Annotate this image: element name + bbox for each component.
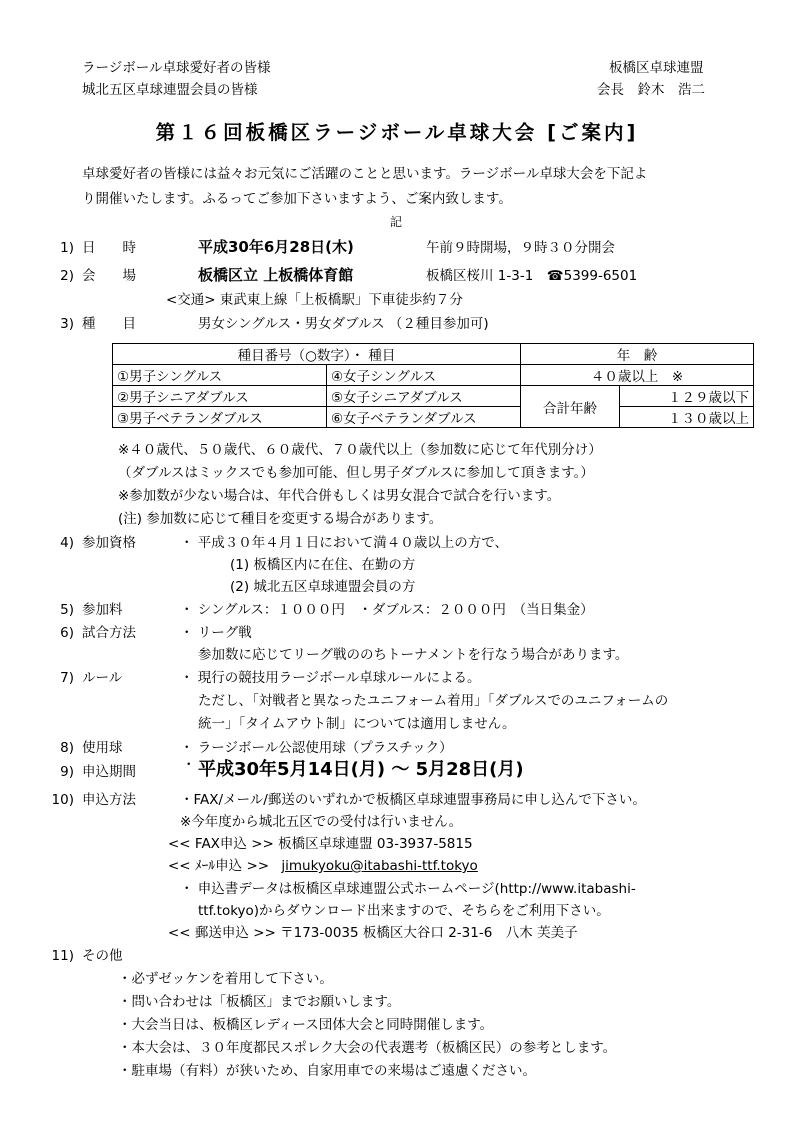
sender-person: 会長 鈴木 浩二 [597, 82, 705, 98]
email-link[interactable]: jimukyoku@itabashi-ttf.tokyo [281, 858, 478, 874]
date-label: 日 時 [82, 240, 136, 256]
item-number: 8) [60, 740, 74, 756]
method-line-2: ※今年度から城北五区での受付は行いません。 [180, 814, 463, 830]
period-value: 平成30年5月14日(月) ～ 5月28日(月) [198, 759, 524, 780]
fee-label: 参加料 [82, 602, 123, 618]
eligibility-label: 参加資格 [82, 535, 136, 551]
table-header-event: 種目番号（○数字）・ 種目 [113, 344, 521, 365]
page-title: 第１６回板橋区ラージボール卓球大会 [ご案内] [155, 121, 639, 144]
method-post: << 郵送申込 >> 〒173-0035 板橋区大谷口 2-31-6 八木 芙美子 [168, 925, 578, 941]
format-line-1: ・ リーグ戦 [180, 625, 252, 641]
rules-line-2: ただし、「対戦者と異なったユニフォーム着用」「ダブルスでのユニフォームの [198, 693, 669, 709]
venue-detail: 板橋区桜川 1-3-1 ☎5399-6501 [426, 268, 638, 284]
rules-line-3: 統一」「タイムアウト制」については適用しません。 [198, 716, 516, 732]
rules-label: ルール [82, 670, 123, 686]
note-line: (注) 参加数に応じて種目を変更する場合があります。 [118, 511, 443, 527]
date-value: 平成30年6月28日(木) [198, 238, 354, 256]
events-value: 男女シングルス・男女ダブルス （２種目参加可) [198, 316, 489, 332]
method-line-1: ・FAX/メール/郵送のいずれかで板橋区卓球連盟事務局に申し込んで下さい。 [180, 792, 646, 808]
eligibility-line-2: (1) 板橋区内に在住、在勤の方 [230, 557, 416, 573]
recipient-line-1: ラージボール卓球愛好者の皆様 [82, 60, 271, 76]
eligibility-line-1: ・ 平成３０年４月１日において満４０歳以上の方で、 [180, 535, 509, 551]
period-bullet: ・ [182, 757, 196, 773]
item-number: 9) [60, 764, 74, 780]
method-label: 申込方法 [82, 792, 136, 808]
intro-line-1: 卓球愛好者の皆様には益々お元気にご活躍のことと思います。ラージボール卓球大会を下記よ [82, 166, 648, 182]
other-item: ・大会当日は、板橋区レディース団体大会と同時開催します。 [118, 1017, 494, 1033]
other-label: その他 [82, 948, 123, 964]
item-number: 7) [60, 670, 74, 686]
method-mail-prefix: << ﾒｰﾙ申込 >> [168, 858, 270, 874]
venue-value: 板橋区立 上板橋体育館 [198, 266, 354, 284]
item-number: 2) [60, 268, 74, 284]
table-cell: ⑤女子シニアダブルス [327, 386, 521, 407]
other-item: ・必ずゼッケンを着用して下さい。 [118, 971, 333, 987]
item-number: 10) [51, 792, 74, 808]
table-cell: １３０歳以上 [620, 407, 754, 428]
ki-label: 記 [390, 215, 403, 229]
note-line: ※参加数が少ない場合は、年代合併もしくは男女混合で試合を行います。 [118, 488, 561, 504]
table-cell-age-label: 合計年齢 [521, 386, 620, 428]
item-number: 5) [60, 602, 74, 618]
note-line: ※４０歳代、５０歳代、６０歳代、７０歳代以上（参加数に応じて年代別分け） [118, 442, 602, 458]
method-mail-row [168, 858, 478, 874]
table-row [113, 386, 754, 407]
eligibility-line-3: (2) 城北五区卓球連盟会員の方 [230, 579, 416, 595]
recipient-line-2: 城北五区卓球連盟会員の皆様 [82, 82, 258, 98]
item-number: 3) [60, 316, 74, 332]
intro-line-2: り開催いたします。ふるってご参加下さいますよう、ご案内致します。 [82, 191, 512, 207]
table-cell: ④女子シングルス [327, 365, 521, 386]
method-data-line-1: ・ 申込書データは板橋区卓球連盟公式ホームページ(http://www.itabashi- [180, 881, 636, 897]
table-row [113, 407, 754, 428]
format-label: 試合方法 [82, 625, 136, 641]
venue-label: 会 場 [82, 268, 136, 284]
method-fax: << FAX申込 >> 板橋区卓球連盟 03-3937-5815 [168, 836, 473, 852]
date-detail: 午前９時開場，９時３０分開会 [426, 240, 615, 256]
format-line-2: 参加数に応じてリーグ戦ののちトーナメントを行なう場合があります。 [198, 647, 629, 663]
table-cell: １２９歳以下 [620, 386, 754, 407]
table-cell: ４０歳以上 ※ [521, 365, 754, 386]
table-header-row [113, 344, 754, 365]
events-label: 種 目 [82, 316, 136, 332]
ball-value: ・ ラージボール公認使用球（プラスチック） [180, 740, 453, 756]
table-cell: ③男子ベテランダブルス [113, 407, 327, 428]
period-label: 申込期間 [82, 764, 136, 780]
item-number: 6) [60, 625, 74, 641]
ball-label: 使用球 [82, 740, 123, 756]
rules-line-1: ・ 現行の競技用ラージボール卓球ルールによる。 [180, 670, 481, 686]
other-item: ・駐車場（有料）が狭いため、自家用車での来場はご遠慮ください。 [118, 1063, 536, 1079]
table-cell: ①男子シングルス [113, 365, 327, 386]
item-number: 11) [51, 948, 74, 964]
venue-access: <交通> 東武東上線「上板橋駅」下車徒歩約７分 [166, 292, 463, 308]
item-number: 4) [60, 535, 74, 551]
item-number: 1) [60, 240, 74, 256]
sender-org: 板橋区卓球連盟 [609, 60, 704, 76]
fee-value: ・ シングルス：１０００円 ・ダブルス：２０００円 （当日集金） [180, 602, 594, 618]
other-item: ・問い合わせは「板橋区」までお願いします。 [118, 994, 401, 1010]
table-cell: ②男子シニアダブルス [113, 386, 327, 407]
events-table [112, 343, 754, 428]
table-header-age: 年 齢 [521, 344, 754, 365]
method-data-line-2: ttf.tokyo)からダウンロード出来ますので、そちらをご利用下さい。 [198, 903, 610, 919]
note-line: （ダブルスはミックスでも参加可能、但し男子ダブルスに参加して頂きます。） [118, 465, 594, 481]
table-row [113, 365, 754, 386]
other-item: ・本大会は、３０年度都民スポレク大会の代表選考（板橋区民）の参考とします。 [118, 1040, 617, 1056]
table-cell: ⑥女子ベテランダブルス [327, 407, 521, 428]
